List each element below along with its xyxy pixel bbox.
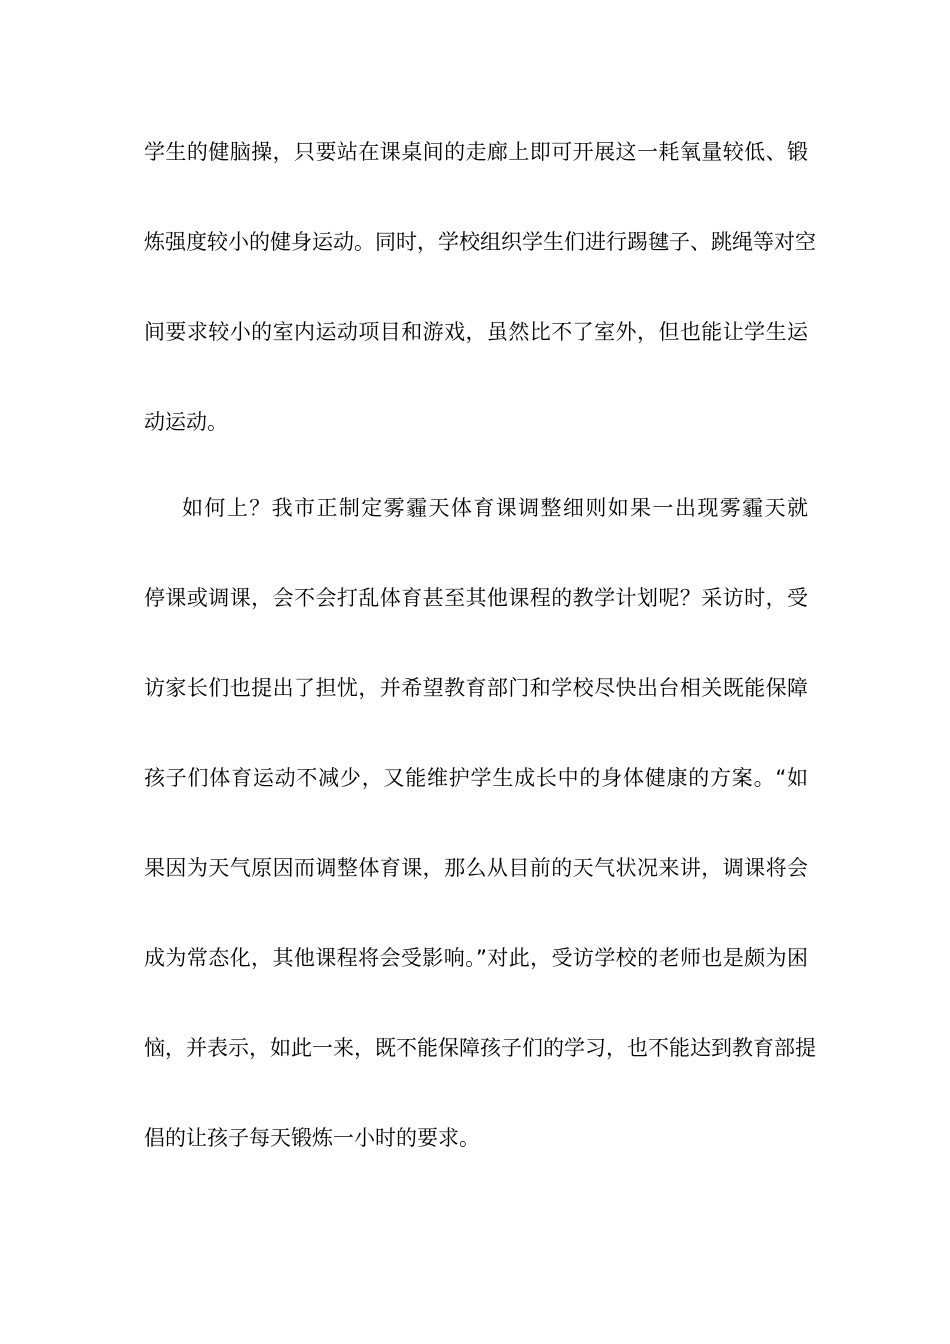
paragraph-2-line-8: 倡的让孩子每天锻炼一小时的要求。 (144, 1126, 480, 1150)
paragraph-2 (144, 463, 816, 1183)
paragraph-2-line-5: 果因为天气原因而调整体育课，那么从目前的天气状况来讲，调课将会 (144, 856, 808, 880)
paragraph-2-line-1: 如何上？我市正制定雾霾天体育课调整细则如果一出现雾霾天就 (182, 496, 808, 520)
paragraph-2-line-2: 停课或调课，会不会打乱体育甚至其他课程的教学计划呢？采访时，受 (144, 586, 808, 610)
paragraph-1-line-4: 动运动。 (144, 410, 228, 434)
paragraph-1-line-3: 间要求较小的室内运动项目和游戏，虽然比不了室外，但也能让学生运 (144, 320, 808, 344)
paragraph-1 (144, 107, 816, 467)
paragraph-2-line-3: 访家长们也提出了担忧，并希望教育部门和学校尽快出台相关既能保障 (144, 676, 808, 700)
paragraph-1-line-1: 学生的健脑操，只要站在课桌间的走廊上即可开展这一耗氧量较低、锻 (144, 140, 808, 164)
paragraph-2-line-7: 恼，并表示，如此一来，既不能保障孩子们的学习，也不能达到教育部提 (144, 1036, 816, 1060)
paragraph-1-line-2: 炼强度较小的健身运动。同时，学校组织学生们进行踢毽子、跳绳等对空 (144, 230, 816, 254)
paragraph-2-line-4: 孩子们体育运动不减少，又能维护学生成长中的身体健康的方案。“如 (144, 766, 808, 790)
paragraph-2-line-6: 成为常态化，其他课程将会受影响。”对此，受访学校的老师也是颇为困 (144, 946, 808, 970)
